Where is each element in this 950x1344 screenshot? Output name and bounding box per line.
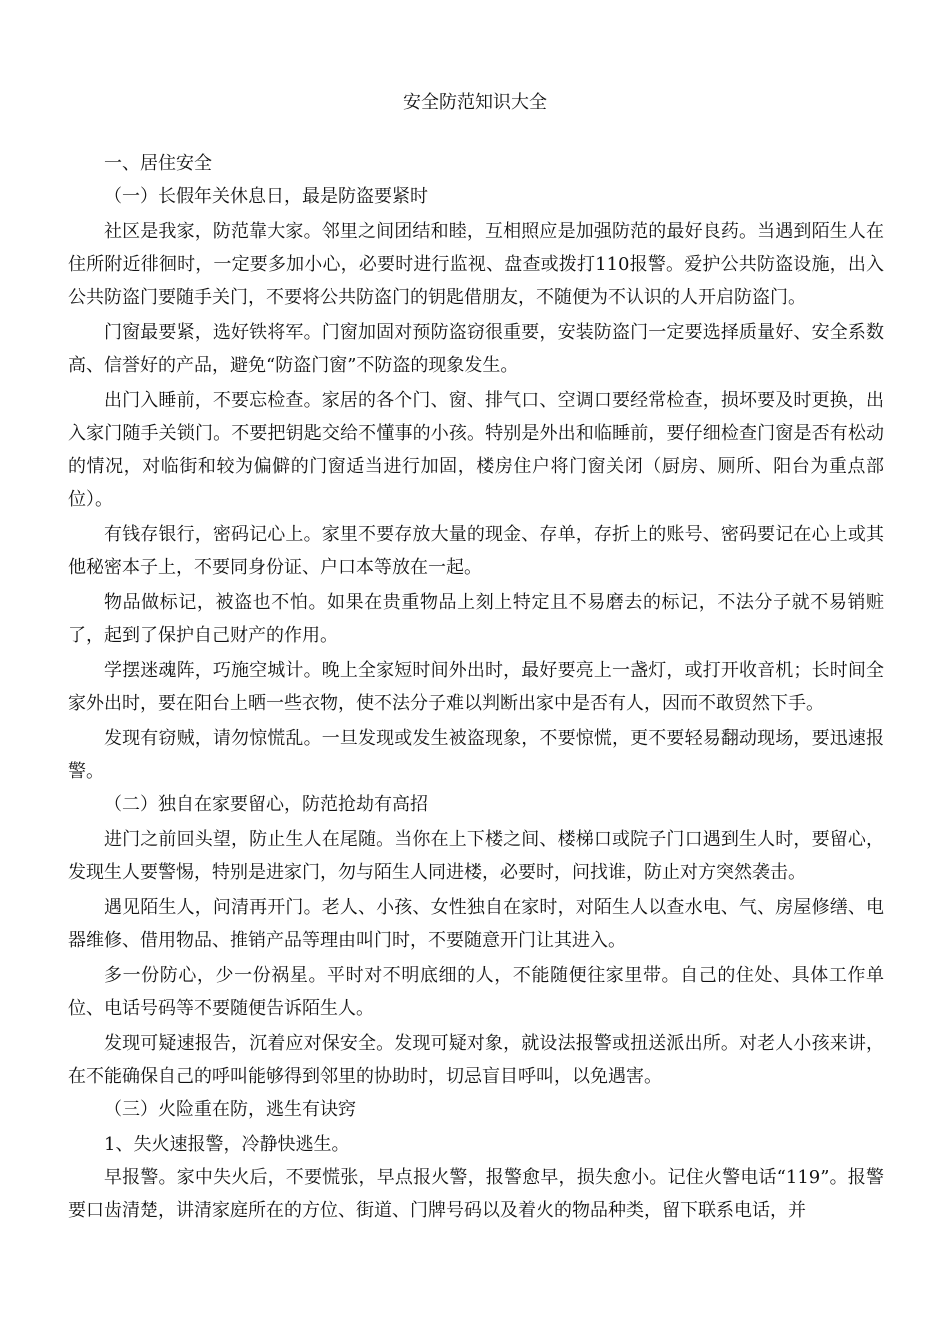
paragraph: 进门之前回头望，防止生人在尾随。当你在上下楼之间、楼梯口或院子门口遇到生人时，要留心，发现生人要警惕，特别是进家门，勿与陌生人同进楼，必要时，问找谁，防止对方突然袭击。 <box>68 829 884 883</box>
paragraph: 出门入睡前，不要忘检查。家居的各个门、窗、排气口、空调口要经常检查，损坏要及时更换，出入家门随手关锁门。不要把钥匙交给不懂事的小孩。特别是外出和临睡前，要仔细检查门窗是否有松动的情况，对临街和较为偏僻的门窗适当进行加固，楼房住户将门窗关闭（厨房、厕所、阳台为重点部位）。 <box>68 390 884 510</box>
numbered-item-heading: 1、失火速报警，冷静快逃生。 <box>104 1134 350 1155</box>
paragraph: 发现可疑速报告，沉着应对保安全。发现可疑对象，就设法报警或扭送派出所。对老人小孩来讲，在不能确保自己的呼叫能够得到邻里的协助时，切忌盲目呼叫，以免遇害。 <box>68 1033 884 1087</box>
paragraph: 有钱存银行，密码记心上。家里不要存放大量的现金、存单，存折上的账号、密码要记在心上或其他秘密本子上，不要同身份证、户口本等放在一起。 <box>68 524 884 578</box>
document-body <box>68 147 884 1227</box>
section-heading: 一、居住安全 <box>104 153 212 174</box>
paragraph: 物品做标记，被盗也不怕。如果在贵重物品上刻上特定且不易磨去的标记，不法分子就不易销赃了，起到了保护自己财产的作用。 <box>68 592 884 646</box>
paragraph: 学摆迷魂阵，巧施空城计。晚上全家短时间外出时，最好要亮上一盏灯，或打开收音机；长时间全家外出时，要在阳台上晒一些衣物，使不法分子难以判断出家中是否有人，因而不敢贸然下手。 <box>68 660 884 714</box>
paragraph: 发现有窃贼，请勿惊慌乱。一旦发现或发生被盗现象，不要惊慌，更不要轻易翻动现场，要迅速报警。 <box>68 728 884 782</box>
paragraph: 门窗最要紧，选好铁将军。门窗加固对预防盗窃很重要，安装防盗门一定要选择质量好、安全系数高、信誉好的产品，避免“防盗门窗”不防盗的现象发生。 <box>68 322 884 376</box>
paragraph: 早报警。家中失火后，不要慌张，早点报火警，报警愈早，损失愈小。记住火警电话“119”。报警要口齿清楚，讲清家庭所在的方位、街道、门牌号码以及着火的物品种类，留下联系电话，并 <box>68 1167 884 1221</box>
subsection-heading: （三）火险重在防，逃生有诀窍 <box>104 1099 356 1120</box>
subsection-heading: （二）独自在家要留心，防范抢劫有高招 <box>104 794 428 815</box>
paragraph: 多一份防心，少一份祸星。平时对不明底细的人，不能随便往家里带。自己的住处、具体工作单位、电话号码等不要随便告诉陌生人。 <box>68 965 884 1019</box>
paragraph: 遇见陌生人，问清再开门。老人、小孩、女性独自在家时，对陌生人以查水电、气、房屋修缮、电器维修、借用物品、推销产品等理由叫门时，不要随意开门让其进入。 <box>68 897 884 951</box>
document-title: 安全防范知识大全 <box>403 92 547 113</box>
paragraph: 社区是我家，防范靠大家。邻里之间团结和睦，互相照应是加强防范的最好良药。当遇到陌生人在住所附近徘徊时，一定要多加小心，必要时进行监视、盘查或拨打110报警。爱护公共防盗设施，出入公共防盗门要随手关门，不要将公共防盗门的钥匙借朋友，不随便为不认识的人开启防盗门。 <box>68 221 884 308</box>
subsection-heading: （一）长假年关休息日，最是防盗要紧时 <box>104 186 428 207</box>
